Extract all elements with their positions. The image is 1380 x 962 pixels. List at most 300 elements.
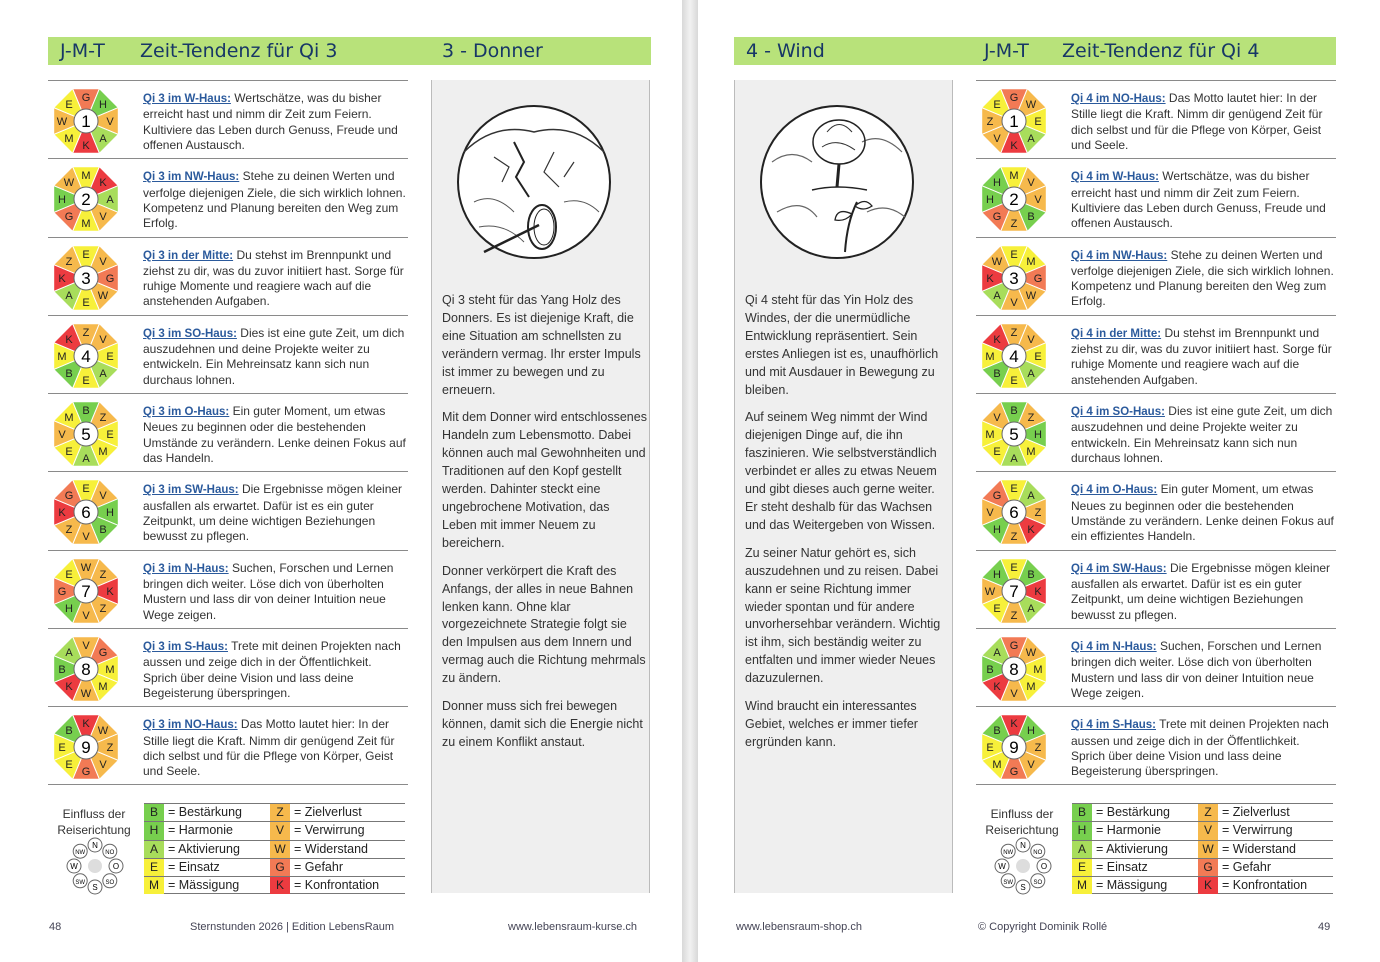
octagon-letter: E	[993, 446, 1001, 459]
octagon-letter: Z	[65, 524, 73, 537]
legend-item	[1198, 876, 1333, 894]
compass-direction: SO	[105, 879, 115, 886]
octagon-letter: M	[81, 170, 91, 183]
house-title: Qi 3 im SW-Haus:	[143, 484, 239, 497]
qi-number: 4	[1009, 346, 1019, 366]
octagon-letter: G	[64, 211, 74, 224]
octagon-letter: B	[65, 367, 73, 380]
octagon-letter: H	[65, 602, 73, 615]
qi-house-list	[48, 80, 408, 785]
octagon-letter: M	[1026, 255, 1036, 268]
legend-swatch: E	[1072, 859, 1092, 876]
house-description	[143, 404, 408, 466]
octagon-letter: K	[82, 140, 90, 152]
octagon-letter: K	[65, 333, 73, 346]
octagon-letter: V	[99, 211, 107, 224]
octagon-letter: W	[1025, 289, 1037, 302]
direction-octagon	[50, 633, 122, 705]
legend	[48, 803, 413, 893]
octagon-letter: A	[82, 453, 90, 466]
octagon-letter: B	[99, 524, 107, 537]
legend-title: Einfluss der Reiserichtung	[57, 807, 131, 837]
octagon-letter: K	[106, 585, 114, 598]
octagon-letter: E	[65, 568, 73, 581]
octagon-letter: E	[106, 429, 114, 442]
qi-house-row	[976, 315, 1336, 393]
footer-url-link[interactable]: www.lebensraum-shop.ch	[736, 921, 862, 933]
octagon-letter: Z	[82, 326, 90, 339]
octagon-letter: K	[1027, 524, 1035, 537]
octagon-letter: V	[99, 759, 107, 772]
octagon-letter: E	[993, 602, 1001, 615]
legend-label: = Widerstand	[1222, 841, 1296, 856]
compass-direction: N	[92, 841, 98, 850]
octagon-letter: W	[56, 116, 68, 128]
house-description	[1071, 326, 1336, 388]
octagon-letter: G	[1009, 92, 1019, 104]
compass-direction: NO	[1033, 850, 1043, 857]
footer-url-link[interactable]: www.lebensraum-kurse.ch	[508, 921, 637, 933]
thunder-drum-illustration	[454, 102, 614, 262]
octagon-letter: A	[1027, 490, 1035, 503]
octagon-letter: M	[105, 664, 115, 677]
qi-number: 5	[81, 425, 91, 445]
octagon-letter: G	[1009, 640, 1019, 653]
house-text: Stehe zu deinen Werten und verfolge diejenigen Ziele, die sich wirklich lohnen. Kompetenz und Planung bereiten den Weg zum Erfolg.	[1071, 247, 1334, 309]
legend-item	[270, 876, 405, 894]
octagon-letter: V	[82, 531, 90, 544]
house-title: Qi 4 im NW-Haus:	[1071, 249, 1168, 262]
octagon-letter: M	[81, 218, 91, 231]
octagon-letter: A	[1027, 367, 1035, 380]
octagon-letter: V	[99, 490, 107, 503]
octagon-letter: K	[986, 272, 994, 285]
octagon-letter: H	[1034, 429, 1042, 442]
octagon-letter: M	[1026, 681, 1036, 694]
qi-number: 7	[1009, 581, 1019, 601]
octagon-letter: Z	[99, 602, 107, 615]
house-text: Wertschätze, was du bisher erreicht hast und nimm dir Zeit zum Feiern. Kultiviere das Leben durch Genuss, Freude und offenen Austausch.	[1071, 169, 1326, 231]
house-text: Die Ergebnisse mögen kleiner ausfallen als erwartet. Dafür ist es ein guter Zeitpunkt, um deine wichtigen Beziehungen bewusst zu pflegen.	[143, 482, 403, 544]
octagon-letter: G	[992, 490, 1002, 503]
octagon-letter: E	[1010, 374, 1018, 387]
octagon-letter: V	[1027, 333, 1035, 346]
page-number: 49	[1318, 921, 1331, 933]
legend-item	[1198, 858, 1333, 876]
house-title: Qi 3 im NW-Haus:	[143, 171, 240, 184]
octagon-letter: Z	[1027, 412, 1035, 425]
compass-direction: SO	[1033, 879, 1043, 886]
octagon-letter: K	[1034, 585, 1042, 598]
legend-label: = Konfrontation	[294, 878, 380, 893]
legend-label: = Verwirrung	[1222, 823, 1293, 838]
qi-house-row	[976, 706, 1336, 784]
element-description-text	[442, 292, 647, 762]
legend-label: = Harmonie	[1096, 823, 1161, 838]
legend-item	[1072, 821, 1207, 839]
octagon-letter: V	[99, 333, 107, 346]
compass-direction: W	[998, 862, 1006, 871]
octagon-letter: M	[57, 350, 67, 363]
house-text: Suchen, Forschen und Lernen bringen dich weiter. Löse dich von überholten Mustern und lass dir von deiner Intuition neue Wege zeigen.	[143, 560, 394, 622]
legend-item	[1072, 803, 1207, 821]
octagon-letter: A	[65, 647, 73, 660]
legend-item	[144, 840, 279, 858]
octagon-letter: G	[57, 585, 67, 598]
house-text: Du stehst im Brennpunkt und ziehst zu dir, was du zuvor initiiert hast. Sorge für ruhige Momente und reagiere wach auf die anstehenden Aufgaben.	[143, 247, 404, 309]
qi-house-row	[976, 393, 1336, 471]
octagon-letter: M	[1026, 446, 1036, 459]
octagon-letter: V	[1010, 296, 1018, 309]
house-description	[1071, 482, 1336, 544]
direction-octagon	[978, 242, 1050, 314]
qi-house-row	[976, 471, 1336, 549]
legend-item	[144, 821, 279, 839]
qi-number: 8	[1009, 660, 1019, 680]
octagon-letter: B	[1010, 405, 1018, 418]
house-description	[143, 561, 408, 623]
description-paragraph: Donner muss sich frei bewegen können, damit sich die Energie nicht zu einem Konflikt anstaut.	[442, 699, 643, 749]
qi-house-row	[48, 393, 408, 471]
legend-swatch: M	[1072, 877, 1092, 894]
legend-label: = Verwirrung	[294, 823, 365, 838]
octagon-letter: B	[993, 367, 1001, 380]
octagon-letter: V	[986, 507, 994, 520]
octagon-letter: B	[58, 664, 66, 677]
octagon-letter: M	[985, 350, 995, 363]
octagon-letter: G	[81, 92, 91, 104]
octagon-letter: H	[986, 194, 994, 207]
octagon-letter: M	[1033, 664, 1043, 677]
house-text: Du stehst im Brennpunkt und ziehst zu dir, was du zuvor initiiert hast. Sorge für ruhige Momente und reagiere wach auf die anstehenden Aufgaben.	[1071, 325, 1332, 387]
octagon-letter: G	[64, 490, 74, 503]
qi-house-row	[48, 315, 408, 393]
house-title: Qi 3 im O-Haus:	[143, 406, 230, 419]
octagon-letter: K	[99, 177, 107, 190]
qi-number: 3	[1009, 268, 1019, 288]
legend-label: = Aktivierung	[168, 841, 240, 856]
house-title: Qi 4 im SW-Haus:	[1071, 562, 1167, 575]
octagon-letter: E	[106, 350, 114, 363]
legend-swatch: H	[1072, 822, 1092, 839]
octagon-letter: H	[106, 507, 114, 520]
direction-octagon	[978, 711, 1050, 783]
octagon-letter: E	[1010, 248, 1018, 261]
legend-label: = Mässigung	[1096, 878, 1168, 893]
footer-book-title: Sternstunden 2026 | Edition LebensRaum	[190, 921, 395, 933]
octagon-letter: E	[1034, 350, 1042, 363]
octagon-letter: V	[1010, 688, 1018, 701]
compass-center	[88, 859, 102, 873]
octagon-letter: W	[97, 725, 109, 738]
octagon-letter: A	[1027, 602, 1035, 615]
compass-direction: W	[70, 862, 78, 871]
octagon-letter: B	[82, 405, 90, 418]
octagon-letter: W	[1025, 99, 1037, 111]
right-page	[698, 0, 1380, 962]
legend-item	[144, 876, 279, 894]
compass-direction: S	[1020, 883, 1026, 892]
direction-octagon	[50, 242, 122, 314]
qi-number: 6	[1009, 503, 1019, 523]
legend-item	[270, 803, 405, 821]
octagon-letter: H	[993, 524, 1001, 537]
house-text: Dies ist eine gute Zeit, um dich auszudehnen und deine Projekte weiter zu entwickeln. Ein Mehreinsatz kann sich nun durchaus lohnen.	[143, 325, 405, 387]
compass-direction: O	[1040, 862, 1048, 871]
header-jmt: J-M-T	[60, 40, 105, 62]
legend-item	[1072, 840, 1207, 858]
direction-octagon	[50, 398, 122, 470]
compass-direction: NO	[105, 850, 115, 857]
octagon-letter: B	[65, 725, 73, 738]
house-description	[143, 91, 408, 153]
header-element: 4 - Wind	[746, 40, 825, 62]
qi-number: 6	[81, 503, 91, 523]
octagon-letter: M	[64, 133, 74, 145]
page-header	[48, 37, 651, 65]
qi-house-row	[48, 237, 408, 315]
legend-swatch: V	[270, 822, 290, 839]
qi-number: 4	[81, 346, 91, 366]
octagon-letter: Z	[1034, 742, 1042, 755]
header-title: Zeit-Tendenz für Qi 3	[140, 40, 338, 62]
octagon-letter: K	[993, 681, 1001, 694]
house-text: Ein guter Moment, um etwas Neues zu beginnen oder die bestehenden Umstände zu verändern. Lenke deinen Fokus auf ein effizientes Handeln.	[1071, 482, 1334, 544]
direction-octagon	[978, 85, 1050, 157]
legend-swatch: A	[1072, 841, 1092, 858]
legend-label: = Einsatz	[1096, 859, 1148, 874]
qi-house-row	[976, 237, 1336, 315]
qi-house-row	[48, 706, 408, 784]
house-description	[143, 248, 408, 310]
header-title: Zeit-Tendenz für Qi 4	[1062, 40, 1260, 62]
legend-swatch: K	[1198, 877, 1218, 894]
description-paragraph: Qi 3 steht für das Yang Holz des Donners. Es ist diejenige Kraft, die eine Situation am schnellsten zu verändern vermag. Ihr erster Impuls ist immer zu bewegen und zu erneuern.	[442, 293, 641, 397]
octagon-letter: W	[80, 688, 92, 701]
header-element: 3 - Donner	[442, 40, 543, 62]
legend-swatch: W	[1198, 841, 1218, 858]
direction-octagon	[50, 320, 122, 392]
element-description-text	[745, 292, 950, 762]
octagon-letter: A	[1010, 453, 1018, 466]
qi-house-row	[976, 550, 1336, 628]
legend-table-positive	[1072, 803, 1207, 894]
house-text: Trete mit deinen Projekten nach aussen und zeige dich in der Öffentlichkeit. Sprich über deine Vision und lass deine Begeisterung überspringen.	[1071, 717, 1329, 779]
legend-swatch: M	[144, 877, 164, 894]
octagon-letter: K	[993, 333, 1001, 346]
octagon-letter: E	[65, 759, 73, 772]
octagon-letter: E	[82, 296, 90, 309]
house-description	[143, 717, 408, 779]
element-description-panel	[431, 80, 650, 893]
legend-swatch: B	[1072, 804, 1092, 821]
octagon-letter: E	[65, 446, 73, 459]
direction-octagon	[50, 476, 122, 548]
octagon-letter: E	[1034, 116, 1042, 128]
octagon-letter: W	[80, 561, 92, 574]
qi-house-list	[976, 80, 1336, 785]
house-description	[1071, 91, 1336, 153]
house-description	[1071, 561, 1336, 623]
qi-number: 9	[81, 738, 91, 758]
qi-house-row	[976, 158, 1336, 236]
description-paragraph: Wind braucht ein interessantes Gebiet, welches er immer tiefer ergründen kann.	[745, 699, 918, 749]
house-description	[1071, 717, 1336, 779]
octagon-letter: H	[58, 194, 66, 207]
compass-direction: SW	[1003, 879, 1014, 886]
house-text: Stehe zu deinen Werten und verfolge diejenigen Ziele, die sich wirklich lohnen. Kompetenz und Planung bereiten den Weg zum Erfolg.	[143, 169, 406, 231]
octagon-letter: E	[82, 374, 90, 387]
legend-label: = Mässigung	[168, 878, 240, 893]
octagon-letter: W	[97, 289, 109, 302]
house-text: Ein guter Moment, um etwas Neues zu beginnen oder die bestehenden Umstände zu verändern. Lenke deinen Fokus auf das Handeln.	[143, 404, 406, 466]
octagon-letter: M	[1009, 170, 1019, 183]
legend-swatch: Z	[270, 804, 290, 821]
octagon-letter: G	[1033, 272, 1043, 285]
house-text: Suchen, Forschen und Lernen bringen dich weiter. Löse dich von überholten Mustern und lass dir von deiner Intuition neue Wege zeigen.	[1071, 639, 1322, 700]
house-description	[1071, 404, 1336, 466]
octagon-letter: M	[98, 681, 108, 694]
qi-number: 3	[81, 268, 91, 288]
octagon-letter: W	[984, 585, 996, 598]
octagon-letter: A	[65, 289, 73, 302]
legend-item	[1072, 876, 1207, 894]
legend-swatch: E	[144, 859, 164, 876]
house-description	[143, 639, 408, 701]
compass-direction: O	[112, 862, 120, 871]
octagon-letter: W	[63, 177, 75, 190]
house-description	[143, 482, 408, 544]
legend-label: = Zielverlust	[1222, 805, 1290, 819]
book-gutter	[682, 0, 698, 962]
direction-octagon	[50, 711, 122, 783]
legend-swatch: A	[144, 841, 164, 858]
legend-label: = Harmonie	[168, 823, 233, 838]
house-title: Qi 3 im SO-Haus:	[143, 327, 237, 340]
legend-item	[270, 858, 405, 876]
octagon-letter: V	[99, 255, 107, 268]
octagon-letter: G	[1009, 766, 1019, 779]
legend-swatch: G	[270, 859, 290, 876]
house-title: Qi 4 im S-Haus:	[1071, 719, 1156, 732]
house-title: Qi 4 im W-Haus:	[1071, 171, 1159, 184]
house-description	[143, 326, 408, 388]
house-title: Qi 4 im NO-Haus:	[1071, 93, 1166, 105]
compass-center	[1016, 859, 1030, 873]
octagon-letter: Z	[1010, 326, 1018, 339]
octagon-letter: E	[986, 742, 994, 755]
octagon-letter: Z	[65, 255, 73, 268]
legend-item	[270, 821, 405, 839]
octagon-letter: K	[58, 507, 66, 520]
octagon-letter: V	[993, 133, 1001, 145]
octagon-letter: E	[58, 742, 66, 755]
direction-octagon	[978, 555, 1050, 627]
qi-house-row	[976, 628, 1336, 706]
legend-item	[144, 858, 279, 876]
octagon-letter: B	[1027, 568, 1035, 581]
legend-swatch: B	[144, 804, 164, 821]
description-paragraph: Donner verkörpert die Kraft des Anfangs, der alles in neue Bahnen lenken kann. Ohne klar vorgezeichnete Strategie folgt sie den Impulsen aus dem Innern und vermag auch die Richtung mehrmals zu ändern.	[442, 563, 646, 686]
octagon-letter: V	[58, 429, 66, 442]
legend-swatch: H	[144, 822, 164, 839]
page-number: 48	[49, 921, 62, 933]
wind-tree-illustration	[757, 102, 917, 262]
octagon-letter: V	[1027, 177, 1035, 190]
direction-octagon	[978, 398, 1050, 470]
compass-icon	[66, 837, 124, 895]
legend-swatch: G	[1198, 859, 1218, 876]
octagon-letter: A	[993, 289, 1001, 302]
legend-table-negative	[270, 803, 405, 894]
octagon-letter: V	[82, 640, 90, 653]
legend-label: = Gefahr	[294, 859, 343, 874]
house-description	[1071, 169, 1336, 231]
qi-house-row	[48, 471, 408, 549]
octagon-letter: M	[992, 759, 1002, 772]
house-title: Qi 3 im N-Haus:	[143, 562, 229, 575]
octagon-letter: A	[99, 133, 107, 145]
house-text: Die Ergebnisse mögen kleiner ausfallen als erwartet. Dafür ist es ein guter Zeitpunkt, um deine wichtigen Beziehungen bewusst zu pflegen.	[1071, 560, 1331, 622]
legend-label: = Konfrontation	[1222, 878, 1308, 893]
octagon-letter: B	[993, 725, 1001, 738]
left-page	[0, 0, 682, 962]
octagon-letter: A	[1027, 133, 1035, 145]
octagon-letter: Z	[1010, 609, 1018, 622]
octagon-letter: K	[82, 718, 90, 731]
octagon-letter: K	[1010, 140, 1018, 152]
octagon-letter: G	[98, 647, 108, 660]
house-description	[143, 169, 408, 231]
legend-label: = Aktivierung	[1096, 841, 1168, 856]
compass-icon	[994, 837, 1052, 895]
qi-number: 9	[1009, 738, 1019, 758]
octagon-letter: Z	[106, 742, 114, 755]
legend	[976, 803, 1341, 893]
page-header	[734, 37, 1336, 65]
octagon-letter: M	[64, 412, 74, 425]
legend-item	[1198, 803, 1333, 821]
element-description-panel	[734, 80, 953, 893]
qi-number: 1	[81, 112, 91, 131]
qi-house-row	[48, 158, 408, 236]
legend-item	[1198, 821, 1333, 839]
octagon-letter: E	[993, 99, 1001, 111]
compass-direction: NW	[1003, 850, 1014, 857]
house-title: Qi 3 im S-Haus:	[143, 641, 228, 654]
house-title: Qi 4 in der Mitte:	[1071, 327, 1162, 340]
direction-octagon	[978, 320, 1050, 392]
house-title: Qi 3 im NO-Haus:	[143, 719, 238, 732]
house-title: Qi 4 im O-Haus:	[1071, 484, 1158, 497]
octagon-letter: H	[993, 177, 1001, 190]
octagon-letter: B	[1027, 211, 1035, 224]
octagon-letter: W	[1025, 647, 1037, 660]
qi-house-row	[48, 628, 408, 706]
octagon-letter: Z	[99, 412, 107, 425]
octagon-letter: H	[99, 99, 107, 111]
octagon-letter: M	[98, 446, 108, 459]
octagon-letter: G	[105, 272, 115, 285]
octagon-letter: H	[1027, 725, 1035, 738]
octagon-letter: V	[1027, 759, 1035, 772]
legend-item	[144, 803, 279, 821]
octagon-letter: Z	[1034, 507, 1042, 520]
qi-house-row	[48, 80, 408, 158]
house-text: Wertschätze, was du bisher erreicht hast und nimm dir Zeit zum Feiern. Kultiviere das Leben durch Genuss, Freude und offenen Austausch.	[143, 91, 398, 152]
direction-octagon	[50, 555, 122, 627]
direction-octagon	[978, 476, 1050, 548]
